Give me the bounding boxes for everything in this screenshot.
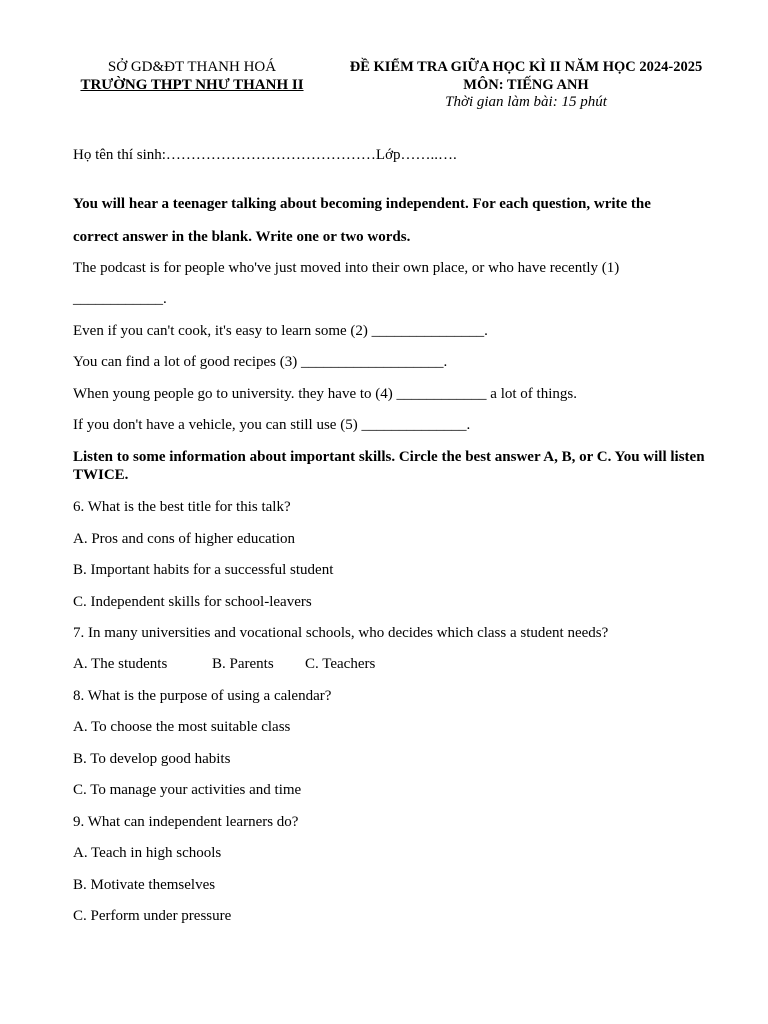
q6-option-a: A. Pros and cons of higher education — [73, 531, 296, 547]
part1-instruction-line2: correct answer in the blank. Write one or two words. — [73, 229, 411, 245]
question-3: You can find a lot of good recipes (3) ___________________. — [73, 354, 448, 370]
exam-title: ĐỀ KIỂM TRA GIỮA HỌC KÌ II NĂM HỌC 2024-2025 — [349, 59, 703, 75]
department-name: SỞ GD&ĐT THANH HOÁ — [107, 59, 277, 75]
question-9: 9. What can independent learners do? — [73, 814, 299, 830]
student-info-line: Họ tên thí sinh:……………………………………Lớp……..…. — [73, 147, 457, 163]
question-7: 7. In many universities and vocational schools, who decides which class a student needs? — [73, 625, 609, 641]
question-4: When young people go to university. they have to (4) ____________ a lot of things. — [73, 386, 577, 402]
q6-option-c: C. Independent skills for school-leavers — [73, 594, 312, 610]
q8-option-a: A. To choose the most suitable class — [73, 719, 291, 735]
q7-option-c: C. Teachers — [305, 656, 376, 672]
school-name: TRƯỜNG THPT NHƯ THANH II — [80, 77, 304, 93]
q9-option-b: B. Motivate themselves — [73, 877, 216, 893]
time-limit: Thời gian làm bài: 15 phút — [445, 94, 607, 110]
q8-option-c: C. To manage your activities and time — [73, 782, 302, 798]
q9-option-a: A. Teach in high schools — [73, 845, 222, 861]
q6-option-b: B. Important habits for a successful student — [73, 562, 334, 578]
q8-option-b: B. To develop good habits — [73, 751, 231, 767]
question-6: 6. What is the best title for this talk? — [73, 499, 291, 515]
question-1-text: The podcast is for people who've just moved into their own place, or who have recently (1) — [73, 260, 620, 276]
subject-name: MÔN: TIẾNG ANH — [463, 77, 589, 93]
question-2: Even if you can't cook, it's easy to learn some (2) _______________. — [73, 323, 488, 339]
q9-option-c: C. Perform under pressure — [73, 908, 232, 924]
question-5: If you don't have a vehicle, you can still use (5) ______________. — [73, 417, 471, 433]
question-1-blank: ____________. — [73, 291, 167, 307]
q7-option-a: A. The students — [73, 656, 168, 672]
question-8: 8. What is the purpose of using a calendar? — [73, 688, 332, 704]
part2-instruction: Listen to some information about important skills. Circle the best answer A, B, or C. You will listen TWICE. — [73, 449, 705, 483]
q7-option-b: B. Parents — [212, 656, 274, 672]
part1-instruction-line1: You will hear a teenager talking about becoming independent. For each question, write the — [73, 196, 651, 212]
